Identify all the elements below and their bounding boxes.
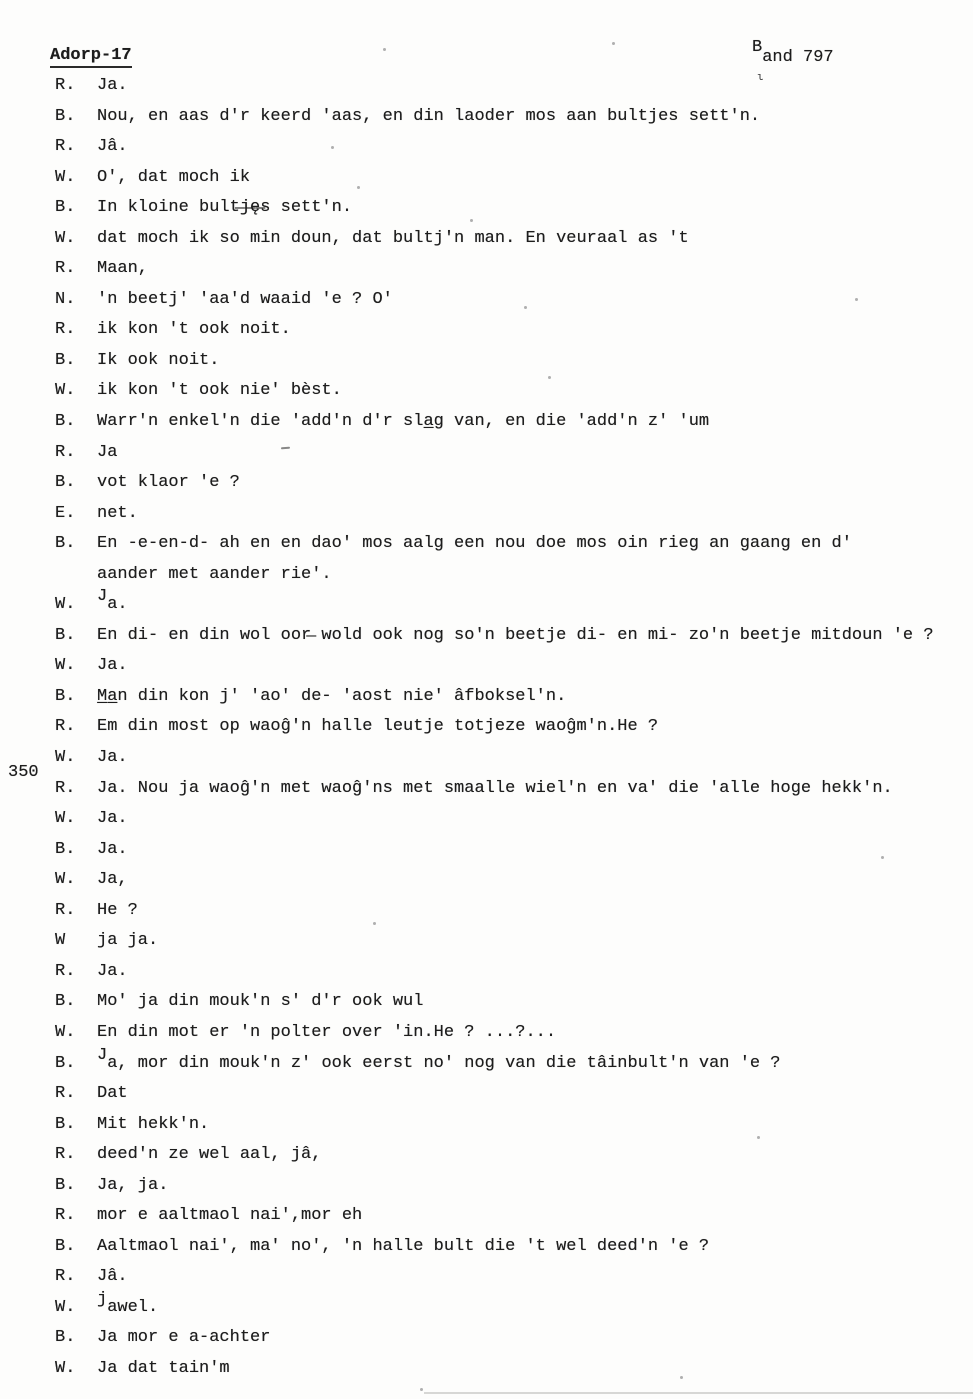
line-text: Mit hekk'n.: [97, 1114, 210, 1134]
transcript-line: [0, 896, 973, 927]
line-text: ik kon 't ook noit.: [97, 320, 291, 340]
line-text: Nou, en aas d'r keerd 'aas, en din laoder mos aan bultjes sett'n.: [97, 106, 761, 126]
line-text: ik kon 't ook nie' bèst.: [97, 381, 342, 401]
noise-speck: [383, 48, 386, 51]
line-text-wrap: [97, 168, 250, 187]
noise-speck: [881, 856, 884, 859]
speaker-label: R.: [55, 320, 76, 340]
speaker-label: B.: [55, 1114, 76, 1134]
speaker-label: B.: [55, 1175, 76, 1195]
line-text-wrap: [97, 1176, 168, 1195]
line-text: Jâ.: [97, 1267, 128, 1287]
transcript-line: [0, 1018, 973, 1049]
line-text-wrap: [97, 107, 760, 126]
line-text: Ja, ja.: [97, 1175, 169, 1195]
line-text: In kloine bult̶j̶ę̶s sett'n.: [97, 198, 353, 218]
transcript-line: [0, 926, 973, 957]
speaker-label: W.: [55, 1358, 76, 1378]
noise-speck: [373, 922, 376, 925]
line-text: a, mor din mouk'n z' ook eerst no' nog van die tâinbult'n van 'e ?: [107, 1053, 781, 1073]
speaker-label: B.: [55, 1236, 76, 1256]
speaker-label: W.: [55, 595, 76, 615]
line-text-wrap: [97, 901, 138, 920]
transcript-line: [0, 468, 973, 499]
line-text: Ja.: [97, 656, 128, 676]
transcript-line: [0, 774, 973, 805]
speaker-label: W.: [55, 1022, 76, 1042]
speaker-label: W.: [55, 1297, 76, 1317]
line-text: Aaltmaol nai', ma' no', 'n halle bult die 't wel deed'n 'e ?: [97, 1236, 710, 1256]
stray-typewriter-mark: ι: [757, 72, 764, 84]
line-text-wrap: [97, 1267, 128, 1286]
line-text: Ja dat tain'm: [97, 1358, 230, 1378]
transcript-line: [0, 407, 973, 438]
transcript-line: [0, 587, 973, 621]
speaker-label: W.: [55, 656, 76, 676]
line-text: Mo' ja din mouk'n s' d'r ook wul: [97, 992, 424, 1012]
line-text-wrap: [97, 809, 128, 828]
transcript-line: [0, 835, 973, 866]
transcript-line: [0, 499, 973, 530]
transcript-line: [0, 71, 973, 102]
line-text-wrap: [97, 351, 219, 370]
transcript-line: [0, 438, 973, 469]
speaker-label: B.: [55, 198, 76, 218]
transcript-line: [0, 1232, 973, 1263]
line-text: Ja.: [97, 961, 128, 981]
speaker-label: B.: [55, 1328, 76, 1348]
line-text-wrap: [97, 1206, 362, 1225]
line-text: He ?: [97, 900, 138, 920]
speaker-label: R.: [55, 137, 76, 157]
transcript-line: [0, 1354, 973, 1385]
transcript-line: [0, 132, 973, 163]
band-number: [752, 38, 834, 67]
noise-speck: [680, 1376, 683, 1379]
line-text-wrap: [97, 320, 291, 339]
line-text: 'n beetj' 'aa'd waaid 'e ? O': [97, 289, 393, 309]
speaker-label: R.: [55, 900, 76, 920]
band-number-text: and 797: [762, 48, 834, 67]
line-text-wrap: [97, 1115, 209, 1134]
transcript-line: [0, 1110, 973, 1141]
line-text: Ja.: [97, 748, 128, 768]
transcript-line: [0, 1201, 973, 1232]
line-text-wrap: [97, 656, 128, 675]
speaker-label: W.: [55, 748, 76, 768]
line-text: En -e-en-d- ah en en dao' mos aalg een nou doe mos oin rieg an gaang en d': [97, 534, 852, 554]
transcript: [0, 71, 973, 1385]
speaker-label: B.: [55, 473, 76, 493]
line-text: ja ja.: [97, 931, 159, 951]
line-text: En din mot er 'n polter over 'in.He ? ...?...: [97, 1022, 557, 1042]
line-text: deed'n ze wel aal, jâ,: [97, 1145, 322, 1165]
speaker-label: B.: [55, 534, 76, 554]
line-text: mor e aaltmaol nai',mor eh: [97, 1206, 363, 1226]
transcript-line: [0, 682, 973, 713]
line-text: O', dat moch ik: [97, 167, 251, 187]
transcript-line: [0, 163, 973, 194]
speaker-label: R.: [55, 961, 76, 981]
band-superscript-letter: B: [752, 38, 763, 57]
line-text-wrap: [97, 1328, 270, 1347]
transcript-line: [0, 804, 973, 835]
line-text-wrap: [97, 259, 148, 278]
noise-speck: [357, 186, 360, 189]
speaker-label: B.: [55, 686, 76, 706]
noise-speck: [470, 219, 473, 222]
line-text: net.: [97, 503, 138, 523]
transcript-line: [0, 865, 973, 896]
line-text-wrap: [97, 290, 393, 309]
line-text-wrap: [97, 1046, 781, 1073]
speaker-label: W.: [55, 809, 76, 829]
line-text-wrap: [97, 962, 128, 981]
line-text-wrap: [97, 870, 128, 889]
transcript-line: [0, 1045, 973, 1080]
line-text: vot klaor 'e ?: [97, 473, 240, 493]
transcript-line: [0, 621, 973, 652]
speaker-label: R.: [55, 778, 76, 798]
line-text: Ja mor e a-achter: [97, 1328, 271, 1348]
line-text-wrap: [97, 626, 934, 645]
line-text-wrap: [97, 229, 689, 248]
speaker-label: R.: [55, 717, 76, 737]
line-text-wrap: [97, 1084, 128, 1103]
line-text-wrap: [97, 1237, 709, 1256]
line-text: Maan,: [97, 259, 149, 279]
speaker-label: R.: [55, 76, 76, 95]
transcript-line: [0, 1323, 973, 1354]
transcript-line: [0, 1140, 973, 1171]
line-text: Ja,: [97, 870, 128, 890]
speaker-label: B.: [55, 106, 76, 126]
transcript-line: [0, 346, 973, 377]
speaker-label: B.: [55, 1053, 76, 1073]
line-text-wrap: [97, 587, 128, 614]
margin-line-number: 350: [8, 763, 39, 782]
line-text-wrap: [97, 565, 332, 584]
line-text: Ja.: [97, 809, 128, 829]
noise-speck: [331, 146, 334, 149]
transcript-line: [0, 224, 973, 255]
speaker-label: B.: [55, 412, 76, 432]
line-text: En di- en din wol oor̶ wold ook nog so'n beetje di- en mi- zo'n beetje mitdoun 'e ?: [97, 625, 934, 645]
noise-speck: [524, 306, 527, 309]
line-text: dat moch ik so min doun, dat bultj'n man. En veuraal as 't: [97, 228, 689, 248]
line-text: Ik ook noit.: [97, 350, 220, 370]
transcript-line: [0, 987, 973, 1018]
speaker-label: R.: [55, 1145, 76, 1165]
line-text: Ja: [97, 442, 118, 462]
noise-speck: [757, 1136, 760, 1139]
speaker-label: B.: [55, 625, 76, 645]
line-text-wrap: [97, 779, 893, 798]
transcript-line: [0, 651, 973, 682]
speaker-label: N.: [55, 289, 76, 309]
line-text-wrap: [97, 840, 128, 859]
line-text-wrap: [97, 717, 658, 736]
speaker-label: B.: [55, 839, 76, 859]
speaker-label: W.: [55, 870, 76, 890]
transcript-line: [0, 193, 973, 224]
line-text: Ja. Nou ja waoĝ'n met waoĝ'ns met smaalle wiel'n en va' die 'alle hoge hekk'n.: [97, 778, 893, 798]
speaker-label: R.: [55, 259, 76, 279]
speaker-label: W.: [55, 381, 76, 401]
speaker-label: B.: [55, 992, 76, 1012]
speaker-label: W.: [55, 228, 76, 248]
line-text-wrap: [97, 1023, 556, 1042]
transcript-line: [0, 1079, 973, 1110]
line-text: M̲a̲n din kon j' 'ao' de- 'aost nie' âfboksel'n.: [97, 686, 567, 706]
transcript-line: [0, 102, 973, 133]
line-text-wrap: [97, 412, 709, 431]
line-text-wrap: [97, 931, 158, 950]
superscript-letter: j: [97, 1289, 108, 1309]
transcript-line: [0, 254, 973, 285]
speaker-label: W: [55, 931, 66, 951]
line-text-wrap: [97, 748, 128, 767]
noise-speck: [612, 42, 615, 45]
line-text-wrap: [97, 76, 128, 95]
line-text-wrap: [97, 1359, 230, 1378]
speaker-label: R.: [55, 1267, 76, 1287]
transcript-line: [0, 315, 973, 346]
speaker-label: B.: [55, 350, 76, 370]
line-text: a.: [107, 595, 128, 615]
page-bottom-scan-line: [424, 1392, 973, 1394]
transcript-line: [0, 376, 973, 407]
noise-speck: [548, 376, 551, 379]
line-text-wrap: [97, 504, 138, 523]
line-text: Warr'n enkel'n die 'add'n d'r sla̲g van, en die 'add'n z' 'um: [97, 412, 710, 432]
line-text: Jâ.: [97, 137, 128, 157]
superscript-letter: J: [97, 587, 108, 607]
transcript-line: [0, 560, 973, 591]
line-text-wrap: [97, 1145, 321, 1164]
line-text-wrap: [97, 443, 117, 462]
speaker-label: E.: [55, 503, 76, 523]
line-text: aander met aander rie'.: [97, 564, 332, 584]
line-text: awel.: [107, 1297, 159, 1317]
line-text-wrap: [97, 137, 128, 156]
transcript-line: [0, 1289, 973, 1324]
noise-speck: [855, 298, 858, 301]
transcript-line: [0, 1262, 973, 1293]
transcript-line: [0, 957, 973, 988]
line-text-wrap: [97, 992, 423, 1011]
transcript-line: [0, 529, 973, 560]
transcript-line: [0, 743, 973, 774]
line-text: Ja.: [97, 839, 128, 859]
speaker-label: R.: [55, 442, 76, 462]
line-text-wrap: [97, 1290, 158, 1317]
speaker-label: R.: [55, 1206, 76, 1226]
line-text-wrap: [97, 381, 342, 400]
speaker-label: R.: [55, 1084, 76, 1104]
superscript-letter: J: [97, 1045, 108, 1065]
line-text-wrap: [97, 198, 352, 217]
speaker-label: W.: [55, 167, 76, 187]
line-text-wrap: [97, 534, 852, 553]
line-text: Em din most op waoĝ'n halle leutje totjeze waoĝm'n.He ?: [97, 717, 659, 737]
transcript-line: [0, 1171, 973, 1202]
line-text: Ja.: [97, 76, 128, 95]
line-text-wrap: [97, 473, 240, 492]
noise-speck: [420, 1388, 423, 1391]
page-title: Adorp-17: [50, 46, 132, 68]
transcript-line: [0, 712, 973, 743]
transcript-line: [0, 285, 973, 316]
line-text: Dat: [97, 1084, 128, 1104]
line-text-wrap: [97, 687, 566, 706]
